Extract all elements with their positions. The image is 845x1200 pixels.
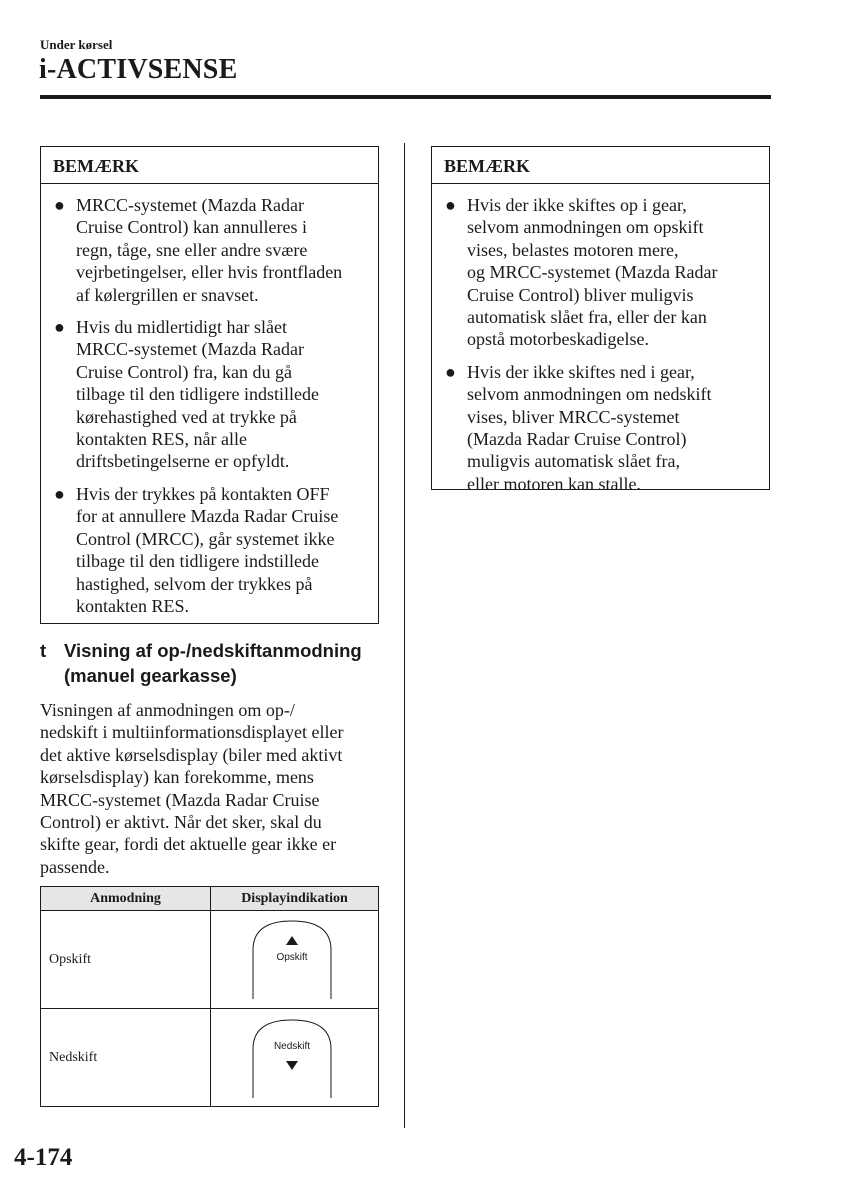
- bullet-icon: ●: [445, 361, 456, 382]
- shift-request-table: [40, 886, 379, 1107]
- upshift-display: [252, 920, 332, 1000]
- note-list: [41, 184, 378, 617]
- bullet-icon: ●: [54, 195, 65, 215]
- table-header-row: [41, 887, 379, 911]
- note-heading: BEMÆRK: [41, 147, 378, 184]
- left-note-box: [40, 146, 379, 624]
- display-outline: [252, 1019, 332, 1099]
- note-list: [432, 184, 769, 495]
- title-rule: [40, 95, 771, 99]
- page-number: 4-174: [14, 1144, 73, 1171]
- request-cell: Nedskift: [41, 1009, 211, 1107]
- bullet-icon: ●: [445, 195, 456, 215]
- table-row: [41, 911, 379, 1009]
- table-row: [41, 1009, 379, 1107]
- bullet-icon: ●: [54, 317, 65, 338]
- page-title: i-ACTIVSENSE: [39, 54, 238, 85]
- note-item: ● Hvis der trykkes på kontakten OFF for at annullere Mazda Radar Cruise Control (MRCC), går systemet ikke tilbage til den tidligere indstillede hastighed, selvom der trykkes på kontakten RES.: [54, 483, 339, 616]
- display-cell: [211, 1009, 379, 1107]
- note-item: ● Hvis der ikke skiftes ned i gear, selvom anmodningen om nedskift vises, bliver MRCC-systemet (Mazda Radar Cruise Control) muligvis automatisk slået fra, eller motoren kan stalle.: [445, 361, 712, 494]
- downshift-display: [252, 1019, 332, 1099]
- column-divider: [404, 143, 405, 1128]
- column-header-request: Anmodning: [41, 887, 211, 911]
- request-cell: Opskift: [41, 911, 211, 1009]
- section-marker-icon: t: [40, 640, 47, 661]
- note-item: ● Hvis du midlertidigt har slået MRCC-systemet (Mazda Radar Cruise Control) fra, kan du gå tilbage til den tidligere indstillede kørehastighed ved at trykke på kontakten RES, når alle driftsbetingelserne er opfyldt.: [54, 317, 319, 472]
- subsection-heading: t Visning af op-/nedskiftanmodning (manuel gearkasse): [40, 640, 362, 686]
- note-item: ● MRCC-systemet (Mazda Radar Cruise Control) kan annulleres i regn, tåge, sne eller andre svære vejrbetingelser, eller hvis frontfladen af kølergrillen er snavset.: [54, 195, 343, 305]
- note-item: ● Hvis der ikke skiftes op i gear, selvom anmodningen om opskift vises, belastes motoren mere, og MRCC-systemet (Mazda Radar Cruise Control) bliver muligvis automatisk slået fra, eller der kan opstå motorbeskadigelse.: [445, 195, 718, 350]
- display-label: Nedskift: [273, 1041, 311, 1052]
- note-heading: BEMÆRK: [432, 147, 769, 184]
- column-header-display: Displayindikation: [211, 887, 379, 911]
- display-cell: [211, 911, 379, 1009]
- right-note-box: [431, 146, 770, 494]
- body-paragraph: Visningen af anmodningen om op-/ nedskift i multiinformationsdisplayet eller det aktive kørselsdisplay (biler med aktivt kørselsdisplay) kan forekomme, mens MRCC-systemet (Mazda Radar Cruise Control) er aktivt. Når det sker, skal du skifte gear, fordi det aktuelle gear ikke er passende.: [40, 700, 344, 877]
- display-label: Opskift: [276, 952, 308, 963]
- down-arrow-icon: [286, 1061, 298, 1070]
- section-label: Under kørsel: [40, 37, 113, 52]
- up-arrow-icon: [286, 936, 298, 945]
- bullet-icon: ●: [54, 483, 65, 504]
